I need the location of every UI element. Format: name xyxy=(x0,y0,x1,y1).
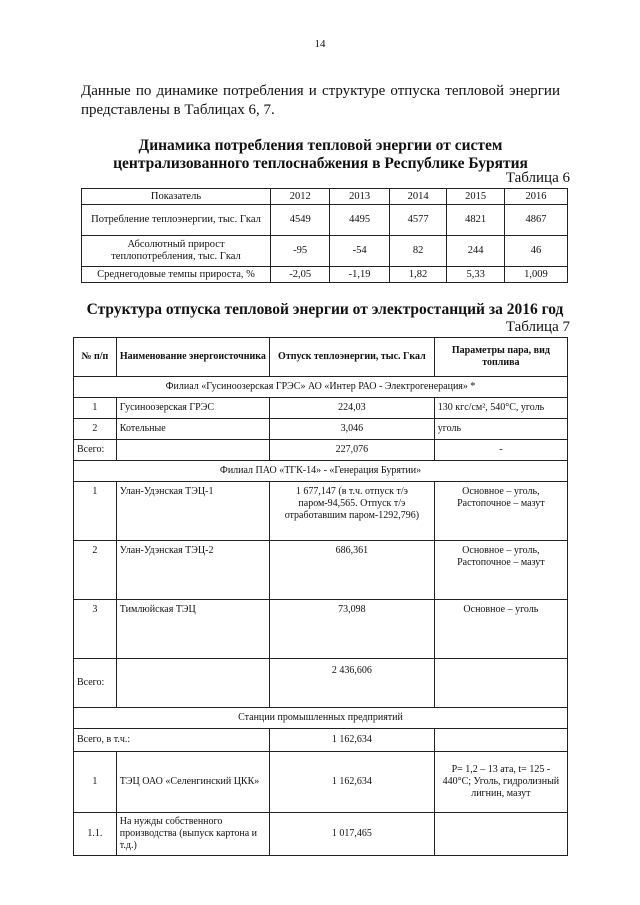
table7-cell: 1 017,465 xyxy=(270,813,435,856)
table7-row xyxy=(74,419,568,440)
table6-cell: 4821 xyxy=(447,205,505,236)
table7-cell: 2 436,606 xyxy=(270,659,435,708)
table6-row xyxy=(82,236,568,267)
table6-header-cell: 2012 xyxy=(271,189,330,205)
table7-header-cell: № п/п xyxy=(74,338,117,377)
table7-cell: Основное – уголь, Растопочное – мазут xyxy=(434,541,567,600)
table7-cell: Р= 1,2 – 13 ата, t= 125 - 440°С; Уголь, гидролизный лигнин, мазут xyxy=(434,752,567,813)
table7-cell: Улан-Удэнская ТЭЦ-1 xyxy=(116,482,269,541)
table7-cell: 1 677,147 (в т.ч. отпуск т/э паром-94,565. Отпуск т/э отработавшим паром-1292,796) xyxy=(270,482,435,541)
table7-cell: Всего: xyxy=(74,440,117,461)
table7-cell: - xyxy=(434,440,567,461)
table7-cell: 1 162,634 xyxy=(270,729,435,752)
table7-title: Структура отпуска тепловой энергии от электростанций за 2016 год xyxy=(86,301,564,318)
table6-title-line2: централизованного теплоснабжения в Республике Бурятия xyxy=(113,155,528,172)
table7-total-row xyxy=(74,659,568,708)
table7-cell: 1 xyxy=(74,398,117,419)
table7-cell: 130 кгс/см², 540°С, уголь xyxy=(434,398,567,419)
table6-header-cell: Показатель xyxy=(82,189,271,205)
table6-cell: 4867 xyxy=(504,205,567,236)
table6-header-cell: 2014 xyxy=(389,189,447,205)
table7-section-title: Станции промышленных предприятий xyxy=(74,708,568,729)
table6-cell: 4495 xyxy=(330,205,389,236)
table7-row xyxy=(74,752,568,813)
table7-row xyxy=(74,541,568,600)
table7-cell: 227,076 xyxy=(270,440,435,461)
table6-cell: 244 xyxy=(447,236,505,267)
table7-row xyxy=(74,482,568,541)
table6-cell: Абсолютный прирост теплопотребления, тыс. Гкал xyxy=(82,236,271,267)
table7-cell: 73,098 xyxy=(270,600,435,659)
table7-total-row xyxy=(74,440,568,461)
table6-header-cell: 2016 xyxy=(504,189,567,205)
table7-cell: 3 xyxy=(74,600,117,659)
page-number: 14 xyxy=(314,38,326,50)
table6-header-cell: 2015 xyxy=(447,189,505,205)
table7-cell: Котельные xyxy=(116,419,269,440)
table6-cell: Среднегодовые темпы прироста, % xyxy=(82,267,271,283)
table6-header-cell: 2013 xyxy=(330,189,389,205)
table7-row xyxy=(74,398,568,419)
table6-cell: 1,009 xyxy=(504,267,567,283)
table6-header-row xyxy=(82,189,568,205)
table7-total-row xyxy=(74,729,568,752)
table7-cell: 2 xyxy=(74,419,117,440)
table6-cell: 5,33 xyxy=(447,267,505,283)
table7-section-title: Филиал ПАО «ТГК-14» - «Генерация Бурятии» xyxy=(74,461,568,482)
table6 xyxy=(81,188,568,283)
table7-caption: Таблица 7 xyxy=(505,319,570,335)
table7-cell: Основное – уголь, Растопочное – мазут xyxy=(434,482,567,541)
table6-cell: -54 xyxy=(330,236,389,267)
table6-title xyxy=(81,137,560,173)
table7-cell xyxy=(116,659,269,708)
table7-cell: Гусиноозерская ГРЭС xyxy=(116,398,269,419)
intro-paragraph: Данные по динамике потребления и структуре отпуска тепловой энергии представлены в Таблицах 6, 7. xyxy=(81,83,560,118)
table7-cell: 1.1. xyxy=(74,813,117,856)
table7-cell: На нужды собственного производства (выпуск картона и т.д.) xyxy=(116,813,269,856)
table7-header-cell: Параметры пара, вид топлива xyxy=(434,338,567,377)
table7-header-row xyxy=(74,338,568,377)
table7-cell: 1 xyxy=(74,752,117,813)
table7-cell: Основное – уголь xyxy=(434,600,567,659)
table7-cell: ТЭЦ ОАО «Селенгинский ЦКК» xyxy=(116,752,269,813)
table6-cell: 4577 xyxy=(389,205,447,236)
table7-row xyxy=(74,813,568,856)
table7-section-row xyxy=(74,461,568,482)
table6-row xyxy=(82,267,568,283)
table7-section-title: Филиал «Гусиноозерская ГРЭС» АО «Интер РАО - Электрогенерация» * xyxy=(74,377,568,398)
table6-cell: -2,05 xyxy=(271,267,330,283)
table7-cell: Всего, в т.ч.: xyxy=(74,729,270,752)
table7-cell: 1 162,634 xyxy=(270,752,435,813)
table6-cell: -1,19 xyxy=(330,267,389,283)
table6-row xyxy=(82,205,568,236)
table7-cell: 3,046 xyxy=(270,419,435,440)
table7-cell: Всего: xyxy=(74,659,117,708)
table6-cell: Потребление теплоэнергии, тыс. Гкал xyxy=(82,205,271,236)
table6-cell: 82 xyxy=(389,236,447,267)
table7-cell xyxy=(434,813,567,856)
table7-cell: 2 xyxy=(74,541,117,600)
table6-cell: -95 xyxy=(271,236,330,267)
table7-cell: Улан-Удэнская ТЭЦ-2 xyxy=(116,541,269,600)
table7-cell: уголь xyxy=(434,419,567,440)
table6-caption: Таблица 6 xyxy=(505,170,570,186)
table7-cell xyxy=(116,440,269,461)
table7-row xyxy=(74,600,568,659)
table7-cell: Тимлюйская ТЭЦ xyxy=(116,600,269,659)
table6-cell: 4549 xyxy=(271,205,330,236)
table7-cell xyxy=(434,659,567,708)
table7-header-cell: Отпуск теплоэнергии, тыс. Гкал xyxy=(270,338,435,377)
table7-cell: 1 xyxy=(74,482,117,541)
table7-section-row xyxy=(74,708,568,729)
table6-title-line1: Динамика потребления тепловой энергии от систем xyxy=(138,137,503,154)
table7-cell xyxy=(434,729,567,752)
table7-section-row xyxy=(74,377,568,398)
table7 xyxy=(73,337,568,856)
table7-cell: 686,361 xyxy=(270,541,435,600)
table6-cell: 1,82 xyxy=(389,267,447,283)
table7-cell: 224,03 xyxy=(270,398,435,419)
table7-header-cell: Наименование энергоисточника xyxy=(116,338,269,377)
table6-cell: 46 xyxy=(504,236,567,267)
